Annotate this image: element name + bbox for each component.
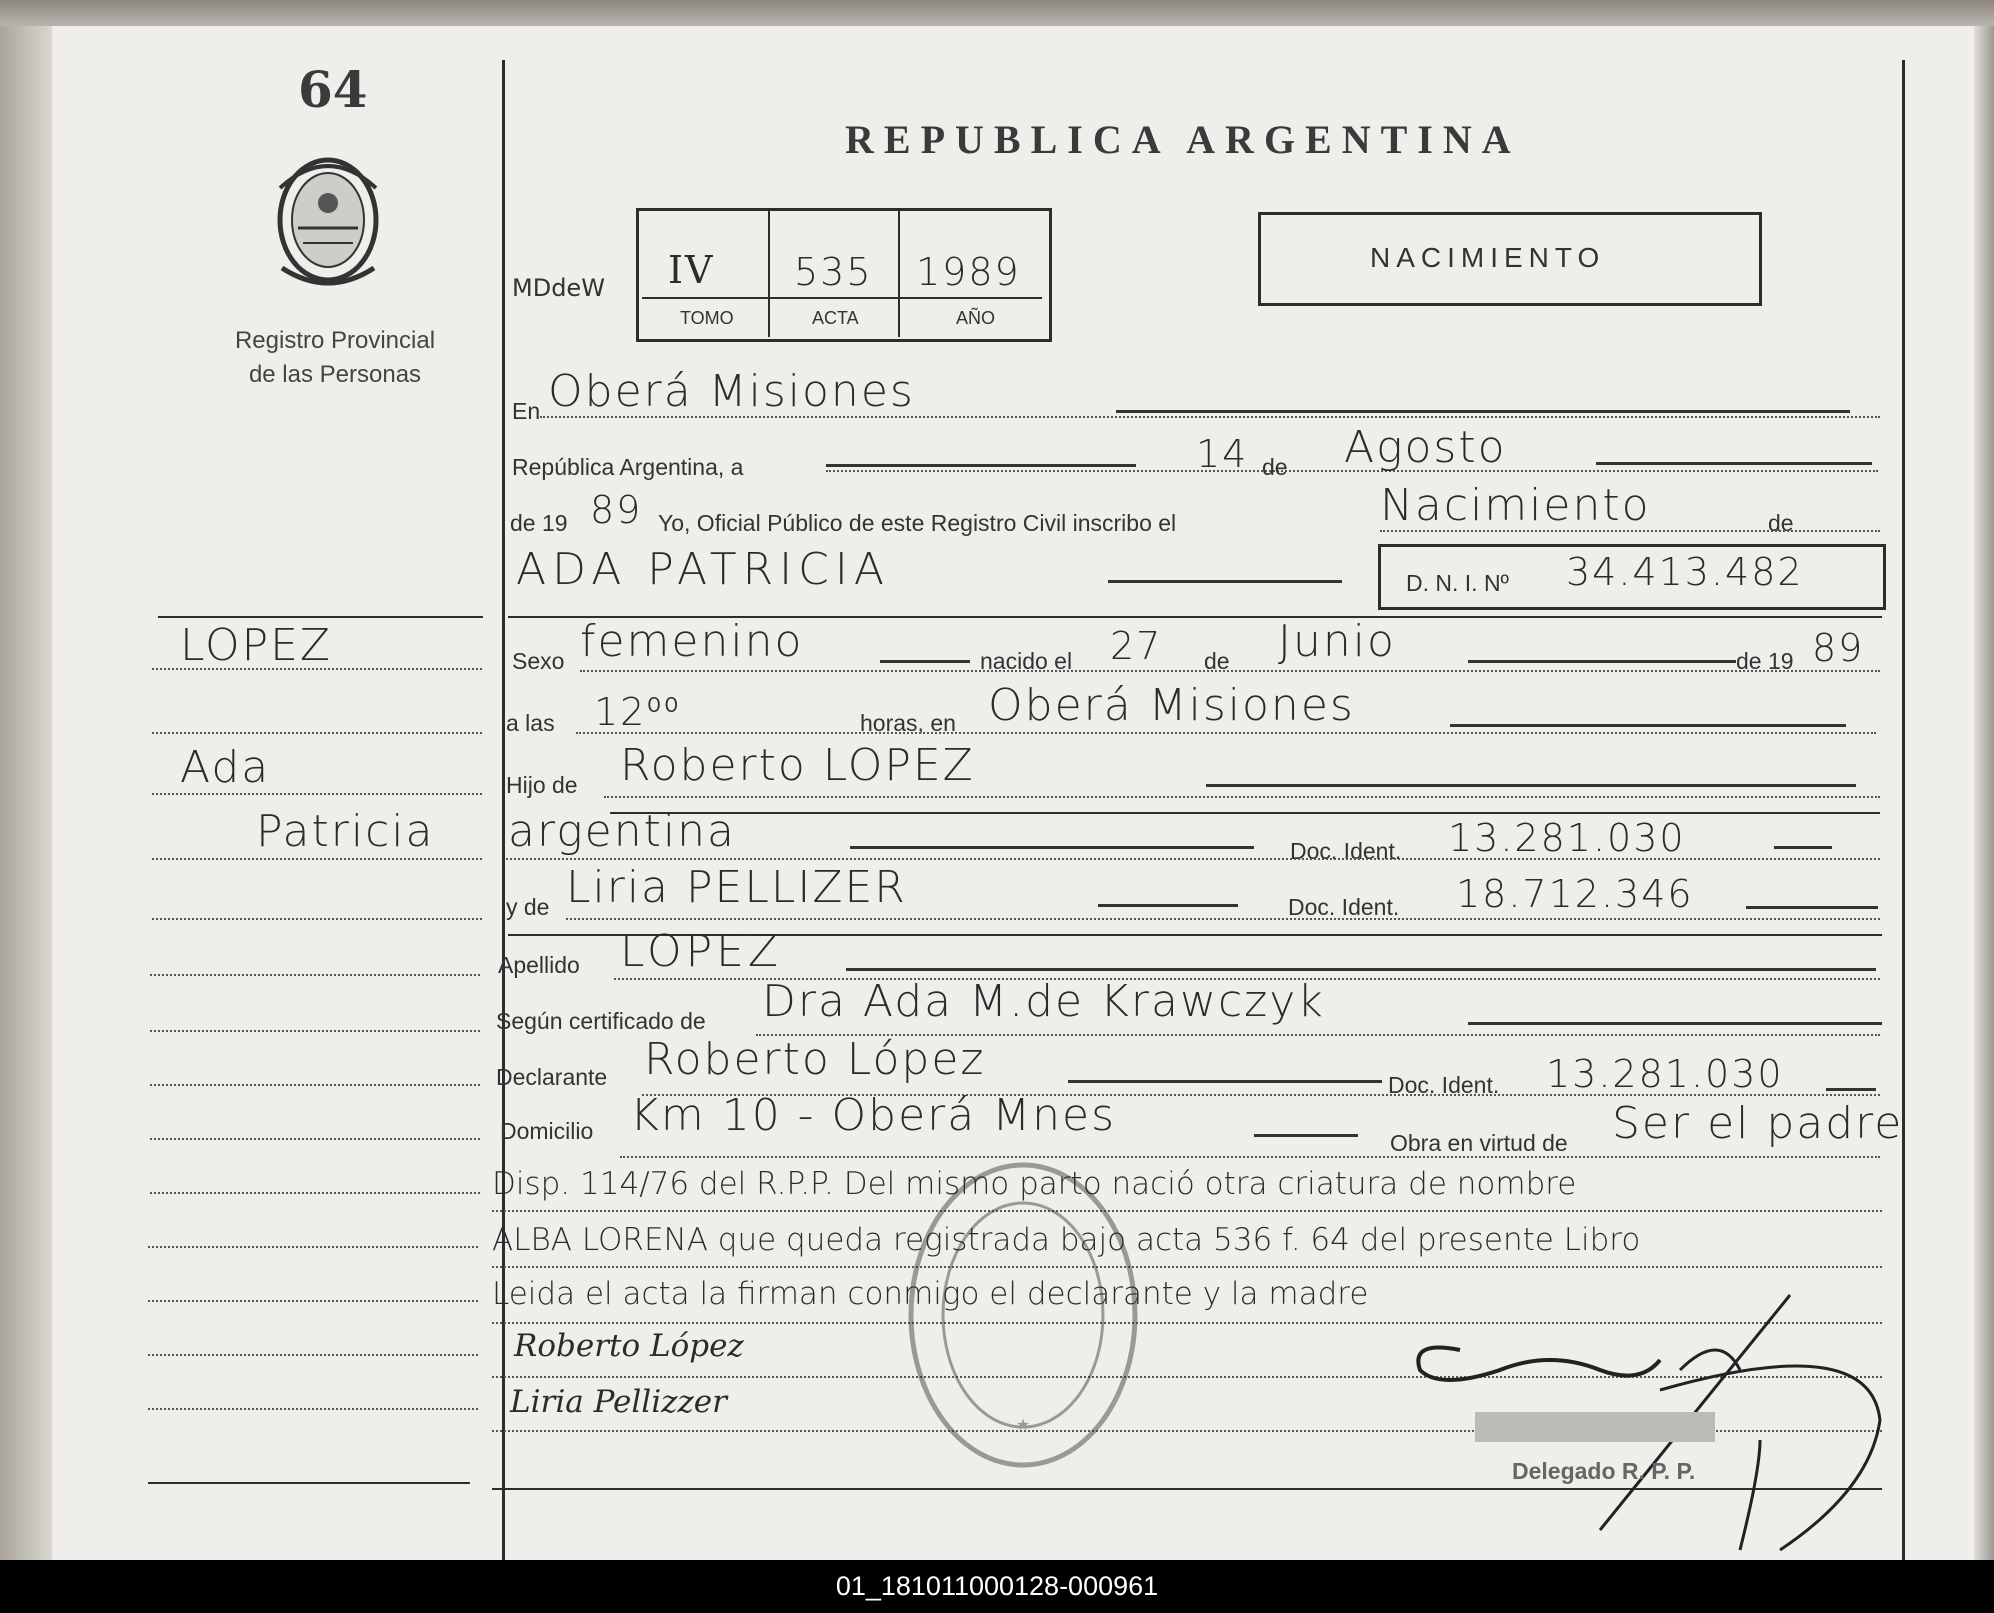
field-line xyxy=(576,732,1876,734)
country-title: REPUBLICA ARGENTINA xyxy=(845,117,1521,162)
row-rule xyxy=(610,812,1880,814)
fill-dash xyxy=(850,846,1254,849)
fill-dash xyxy=(1254,1134,1358,1137)
mother-signature: Liria Pellizzer xyxy=(510,1384,727,1420)
fill-dash xyxy=(1068,1080,1382,1083)
registration-month: Agosto xyxy=(1344,422,1507,473)
margin-line xyxy=(152,918,482,920)
notes-line-3: Leida el acta la firman conmigo el declarante y la madre xyxy=(492,1276,1369,1312)
margin-line xyxy=(148,1408,478,1410)
a-las-label: a las xyxy=(506,710,555,736)
officer-signature-icon xyxy=(1400,1290,1900,1560)
registration-year: 89 xyxy=(590,488,643,532)
fill-dash xyxy=(1596,462,1872,465)
de-label-3: de xyxy=(1204,648,1230,674)
field-line xyxy=(506,858,1880,860)
mother-doc: 18.712.346 xyxy=(1456,872,1694,916)
birth-year: 89 xyxy=(1812,626,1865,670)
domicilio-label: Domicilio xyxy=(500,1118,594,1144)
right-border xyxy=(1902,60,1905,1560)
dni-label: D. N. I. Nº xyxy=(1406,570,1509,596)
notes-line-2: ALBA LORENA que queda registrada bajo acta 536 f. 64 del presente Libro xyxy=(492,1222,1641,1258)
fill-dash xyxy=(1116,410,1850,413)
officer-text: Yo, Oficial Público de este Registro Civil inscribo el xyxy=(658,510,1177,536)
apellido-label: Apellido xyxy=(498,952,580,978)
margin-line xyxy=(148,1354,478,1356)
margin-line xyxy=(148,1246,478,1248)
margin-line xyxy=(150,1192,480,1194)
margin-line xyxy=(152,858,482,860)
margin-bottom-rule xyxy=(148,1482,470,1484)
margin-line xyxy=(150,1138,480,1140)
act-written: Nacimiento xyxy=(1380,480,1651,531)
doc-label-2: Doc. Ident. xyxy=(1288,894,1400,920)
father-name: Roberto LOPEZ xyxy=(620,740,975,791)
fill-dash xyxy=(1468,660,1736,663)
book-box-rule xyxy=(642,297,1042,299)
page-right-edge xyxy=(1974,26,1994,1560)
registry-name xyxy=(205,324,465,392)
sexo: femenino xyxy=(580,616,804,667)
fill-dash xyxy=(1450,724,1846,727)
father-doc: 13.281.030 xyxy=(1448,816,1686,860)
svg-text:★: ★ xyxy=(1015,1415,1031,1434)
birth-month: Junio xyxy=(1278,616,1396,667)
fill-dash xyxy=(1826,1088,1876,1091)
de-label-2: de xyxy=(1768,510,1794,536)
declarante-doc: 13.281.030 xyxy=(1546,1052,1784,1096)
fill-dash xyxy=(1746,906,1878,909)
domicilio: Km 10 - Oberá Mnes xyxy=(630,1090,1117,1141)
fill-dash xyxy=(880,660,970,663)
notes-line-1: Disp. 114/76 del R.P.P. Del mismo parto nació otra criatura de nombre xyxy=(492,1166,1577,1202)
registration-day: 14 xyxy=(1196,432,1249,476)
tomo-value: IV xyxy=(668,248,715,292)
margin-given-1: Ada xyxy=(180,742,271,793)
fill-dash xyxy=(1206,784,1856,787)
hijo-label: Hijo de xyxy=(506,772,578,798)
fill-dash xyxy=(1468,1022,1882,1025)
page-number: 64 xyxy=(298,60,368,119)
field-line xyxy=(492,1210,1882,1212)
margin-line xyxy=(152,793,482,795)
provincial-seal-icon xyxy=(258,148,398,298)
dni-value: 34.413.482 xyxy=(1566,550,1804,594)
acta-label: ACTA xyxy=(812,308,859,328)
doc-label-3: Doc. Ident. xyxy=(1388,1072,1500,1098)
fill-dash xyxy=(846,968,1876,971)
birth-day: 27 xyxy=(1110,624,1163,668)
act-type: NACIMIENTO xyxy=(1370,242,1606,273)
fill-dash xyxy=(1098,904,1238,907)
book-box-divider xyxy=(768,211,770,337)
de-label: de xyxy=(1262,454,1288,480)
margin-line xyxy=(148,1300,478,1302)
field-line xyxy=(604,796,1880,798)
registry-name-line1: Registro Provincial xyxy=(234,327,436,354)
margin-surname: LOPEZ xyxy=(180,620,333,671)
book-binding xyxy=(0,26,52,1560)
field-line xyxy=(580,670,1880,672)
father-nationality: argentina xyxy=(508,806,736,857)
ano-value: 1989 xyxy=(916,250,1021,294)
field-line xyxy=(492,1266,1882,1268)
registry-name-line2: de las Personas xyxy=(248,361,422,388)
declarante-label: Declarante xyxy=(496,1064,608,1090)
birth-hour: 12⁰⁰ xyxy=(594,690,681,734)
declarant-signature: Roberto López xyxy=(514,1328,744,1364)
obra: Ser el padre xyxy=(1612,1098,1904,1149)
field-line xyxy=(540,416,1880,418)
official-stamp-icon xyxy=(898,1150,1148,1480)
field-line xyxy=(1380,530,1880,532)
birth-place: Oberá Misiones xyxy=(988,680,1355,731)
doc-label: Doc. Ident. xyxy=(1290,838,1402,864)
obra-label: Obra en virtud de xyxy=(1390,1130,1568,1156)
apellido: LOPEZ xyxy=(620,926,783,977)
ano-label: AÑO xyxy=(956,308,996,328)
certificado: Dra Ada M.de Krawczyk xyxy=(762,976,1325,1027)
year-prefix: de 19 xyxy=(510,510,568,536)
sexo-label: Sexo xyxy=(512,648,565,674)
field-line xyxy=(620,1156,1880,1158)
margin-line xyxy=(150,974,480,976)
fill-dash xyxy=(1108,580,1342,583)
acta-value: 535 xyxy=(794,250,873,294)
delegado-label: Delegado R. P. P. xyxy=(1512,1458,1696,1484)
field-line xyxy=(566,918,1880,920)
place: Oberá Misiones xyxy=(548,366,915,417)
birth-year-prefix: de 19 xyxy=(1736,648,1794,674)
file-id-bar xyxy=(0,1560,1994,1613)
horas-label: horas, en xyxy=(860,710,956,736)
margin-top-rule xyxy=(158,616,483,618)
y-de-label: y de xyxy=(506,894,550,920)
en-label: En xyxy=(512,398,541,424)
child-name: ADA PATRICIA xyxy=(516,544,890,595)
margin-line xyxy=(152,732,482,734)
mother-name: Liria PELLIZER xyxy=(566,862,907,913)
margin-line xyxy=(150,1030,480,1032)
republica-label: República Argentina, a xyxy=(512,454,744,480)
margin-given-2: Patricia xyxy=(256,806,435,857)
nacido-label: nacido el xyxy=(980,648,1073,674)
declarante: Roberto López xyxy=(644,1034,986,1085)
tomo-label: TOMO xyxy=(680,308,734,328)
segun-label: Según certificado de xyxy=(496,1008,706,1034)
margin-line xyxy=(150,1084,480,1086)
file-id: 01_181011000128-000961 xyxy=(835,1571,1159,1601)
book-box-divider xyxy=(898,211,900,337)
fill-dash xyxy=(826,464,1136,467)
fill-dash xyxy=(1774,846,1832,849)
column-divider xyxy=(502,60,505,1560)
registry-code: MDdeW xyxy=(512,274,605,302)
page-top-edge xyxy=(0,0,1994,26)
